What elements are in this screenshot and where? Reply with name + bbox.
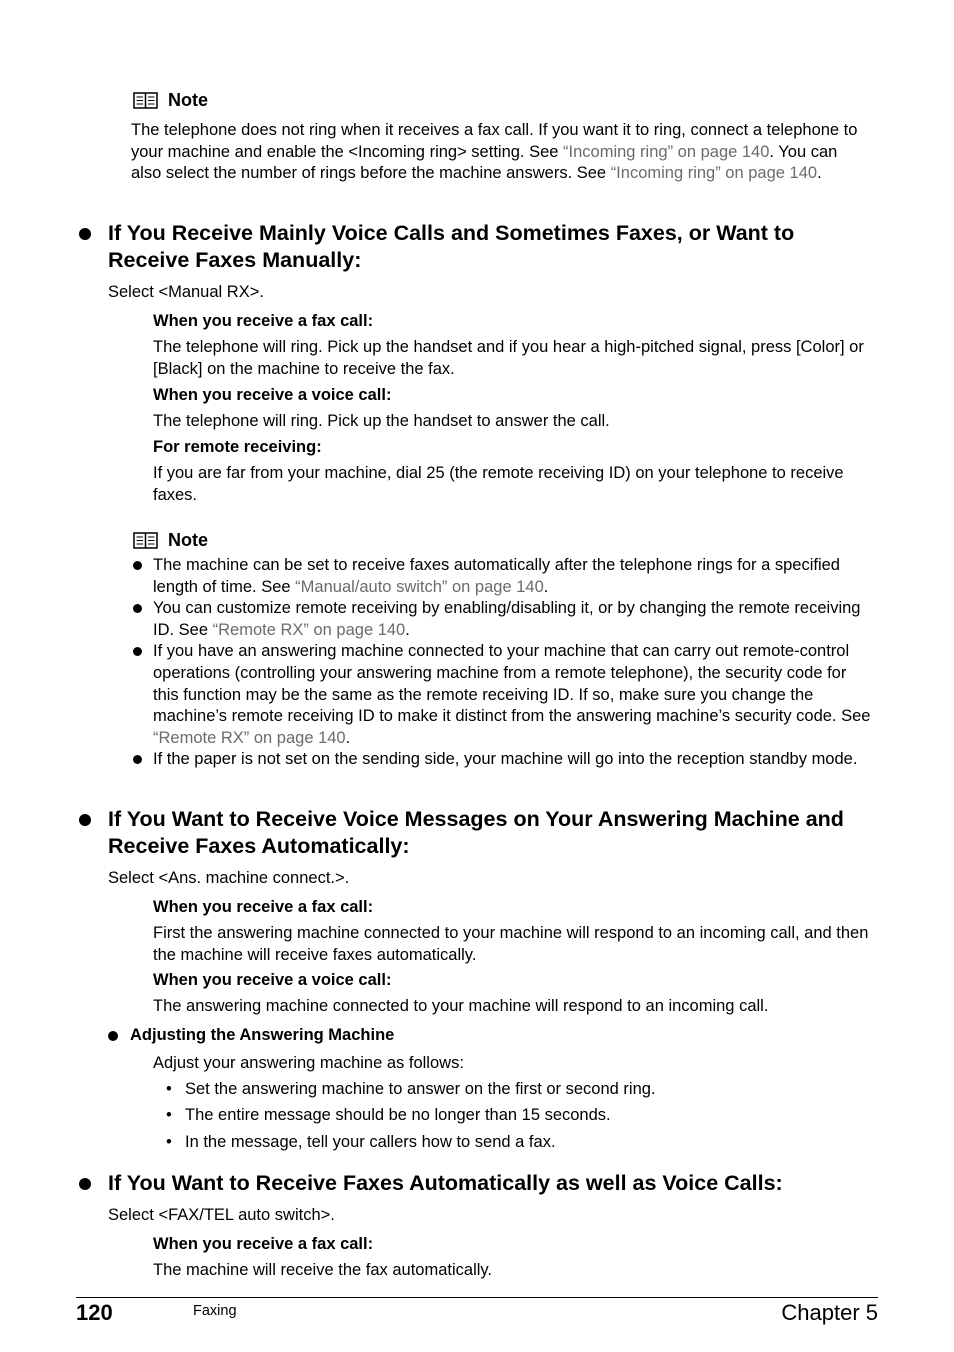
list-item — [166, 1132, 556, 1154]
note-text — [131, 120, 871, 185]
list-item — [153, 749, 875, 771]
paragraph: The telephone will ring. Pick up the handset to answer the call. — [153, 412, 610, 430]
paragraph: The telephone will ring. Pick up the handset and if you hear a high-pitched signal, press [Color] or [Black] on the machine to receive the fax. — [153, 338, 864, 378]
subheading: When you receive a fax call: — [153, 312, 374, 330]
book-icon — [133, 92, 158, 109]
list-item-text: Set the answering machine to answer on the first or second ring. — [185, 1080, 656, 1098]
note-link[interactable]: “Remote RX” on page 140 — [212, 620, 406, 639]
footer-divider — [76, 1297, 878, 1298]
paragraph: The answering machine connected to your machine will respond to an incoming call. — [153, 997, 769, 1015]
select-instruction: Select <Ans. machine connect.>. — [108, 869, 350, 887]
paragraph: The machine will receive the fax automatically. — [153, 1261, 493, 1279]
list-item-text: . — [345, 728, 351, 747]
paragraph: If you are far from your machine, dial 25 (the remote receiving ID) on your telephone to receive faxes. — [153, 464, 844, 504]
bullet-icon — [108, 1031, 118, 1041]
list-item-text: . — [405, 620, 410, 639]
list-item — [153, 598, 875, 641]
book-icon — [133, 532, 158, 549]
bullet-icon — [79, 814, 91, 826]
subheading: For remote receiving: — [153, 438, 322, 456]
section-heading — [108, 220, 868, 274]
bullet-icon — [79, 228, 91, 240]
list-item-text: . — [543, 577, 549, 596]
note-heading-label: Note — [168, 90, 208, 110]
list-item — [153, 555, 875, 598]
list-item-text: The machine can be set to receive faxes automatically after the telephone rings for a specified length of time. See — [153, 556, 840, 596]
section-heading — [108, 1170, 878, 1197]
list-item-text: You can customize remote receiving by enabling/disabling it, or by changing the remote receiving ID. See — [153, 599, 861, 639]
list-item-text: If the paper is not set on the sending side, your machine will go into the reception standby mode. — [153, 750, 858, 769]
section-title: If You Want to Receive Faxes Automatically as well as Voice Calls: — [108, 1171, 783, 1195]
section-title: If You Receive Mainly Voice Calls and Sometimes Faxes, or Want to Receive Faxes Manually: — [108, 221, 795, 272]
bullet-icon — [133, 604, 142, 613]
bullet-icon — [133, 647, 142, 656]
note-link[interactable]: “Incoming ring” on page 140 — [563, 142, 770, 161]
bullet-icon: • — [166, 1133, 172, 1151]
select-instruction: Select <Manual RX>. — [108, 283, 264, 301]
paragraph: Adjust your answering machine as follows: — [153, 1054, 464, 1072]
subheading: When you receive a voice call: — [153, 971, 392, 989]
note-link[interactable]: “Incoming ring” on page 140 — [610, 164, 818, 183]
list-item — [153, 641, 875, 749]
list-item-text: If you have an answering machine connected to your machine that can carry out remote-control operations (controlling your answering machine from a remote telephone), the security code for this function may be the same as the remote receiving ID. If so, make sure you change the machine’s remote receiving ID to make it distinct from the answering machine’s security code. See — [153, 642, 871, 726]
bullet-icon — [133, 561, 142, 570]
bullet-icon — [79, 1178, 91, 1190]
adjust-heading-label: Adjusting the Answering Machine — [130, 1026, 395, 1044]
paragraph: First the answering machine connected to your machine will respond to an incoming call, and then the machine will receive faxes automatically. — [153, 924, 869, 964]
note-link[interactable]: “Manual/auto switch” on page 140 — [295, 577, 544, 596]
note-text-part: . — [817, 164, 822, 183]
subheading: When you receive a fax call: — [153, 1235, 374, 1253]
chapter-label: Chapter 5 — [781, 1300, 878, 1325]
adjust-heading — [108, 1026, 394, 1045]
list-item — [166, 1079, 656, 1101]
subheading: When you receive a voice call: — [153, 386, 392, 404]
footer-section: Faxing — [193, 1303, 237, 1319]
list-item-text: In the message, tell your callers how to send a fax. — [185, 1133, 556, 1151]
page-number: 120 — [76, 1300, 113, 1325]
bullet-icon: • — [166, 1080, 172, 1098]
section-heading — [108, 806, 868, 860]
bullet-icon — [133, 755, 142, 764]
bullet-icon: • — [166, 1106, 172, 1124]
subheading: When you receive a fax call: — [153, 898, 374, 916]
section-title: If You Want to Receive Voice Messages on Your Answering Machine and Receive Faxes Automatically: — [108, 807, 844, 858]
note-text-part: . You can also select the number of rings before the machine answers. See — [131, 142, 838, 183]
note-heading — [133, 90, 208, 111]
select-instruction: Select <FAX/TEL auto switch>. — [108, 1206, 335, 1224]
note-text-part: The telephone does not ring when it receives a fax call. If you want it to ring, connect a telephone to your machine and enable the <Incoming ring> setting. See — [131, 121, 858, 161]
note-heading-label: Note — [168, 530, 208, 550]
list-item-text: The entire message should be no longer than 15 seconds. — [185, 1106, 611, 1124]
note-heading — [133, 530, 208, 551]
note-link[interactable]: “Remote RX” on page 140 — [153, 728, 346, 747]
note-list — [153, 555, 875, 771]
list-item — [166, 1105, 611, 1127]
